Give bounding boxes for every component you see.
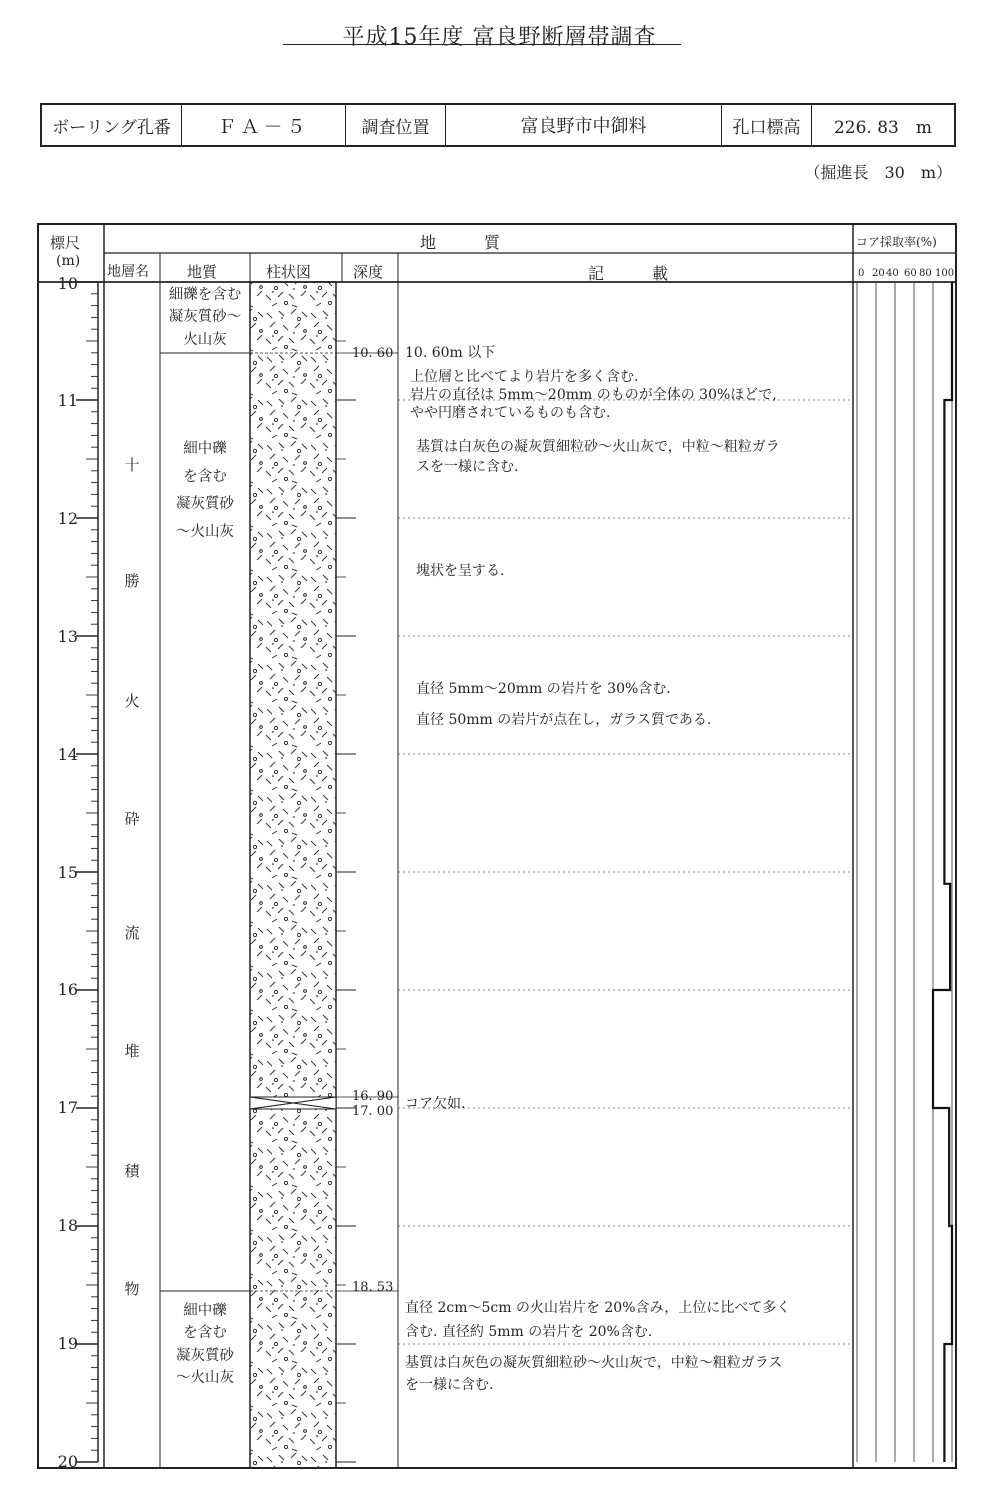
depth-label: 18. 53 — [352, 1280, 394, 1295]
core-rate-gridlines — [857, 282, 952, 1462]
layer-name-char: 十 — [124, 456, 140, 474]
depth-label: 17. 00 — [352, 1104, 394, 1119]
layer-name-char: 積 — [124, 1162, 140, 1180]
scale-label: 11 — [57, 391, 78, 410]
core-tick-label: 60 — [904, 268, 917, 279]
scale-label: 16 — [57, 980, 78, 999]
scale-label: 13 — [57, 627, 78, 646]
layer-name-char: 流 — [124, 924, 140, 942]
layer-name-char: 堆 — [124, 1042, 140, 1060]
note: 含む. 直径約 5mm の岩片を 20%含む. — [405, 1324, 653, 1340]
meter-gridlines — [398, 400, 853, 1344]
layer-name-char: 物 — [124, 1280, 140, 1298]
boring-no-label: ボーリング孔番 — [42, 105, 182, 145]
scale-label: 12 — [57, 509, 78, 528]
header-description: 記 載 — [588, 264, 669, 283]
lithology-unit-1: 細礫を含む 凝灰質砂～ 火山灰 — [168, 287, 242, 348]
geologic-column — [250, 282, 336, 1468]
scale-label: 17 — [57, 1098, 78, 1117]
core-tick-label: 20 — [872, 268, 885, 279]
lithology-unit-3: 細中礫 を含む 凝灰質砂 ～火山灰 — [176, 1303, 234, 1387]
note: やや円磨されているものも含む. — [410, 405, 611, 421]
scale-label: 20 — [57, 1452, 78, 1471]
header-column: 柱状図 — [266, 263, 312, 281]
note: 上位層と比べてより岩片を多く含む. — [410, 369, 639, 385]
core-tick-label: 80 — [919, 268, 932, 279]
core-recovery-line — [933, 282, 952, 1462]
scale-label: 14 — [57, 745, 78, 764]
note: 基質は白灰色の凝灰質細粒砂～火山灰で，中粒～粗粒ガラ — [416, 439, 780, 455]
header-scale-unit: (m) — [56, 253, 81, 269]
note: を一様に含む. — [405, 1377, 494, 1393]
scale-label: 19 — [57, 1334, 78, 1353]
note: 10. 60m 以下 — [405, 345, 496, 361]
core-tick-label: 0 — [858, 268, 865, 279]
scale-label: 15 — [57, 863, 78, 882]
header-layer-name: 地層名 — [107, 264, 149, 280]
header-core-rate: コア採取率(%) — [856, 235, 937, 249]
note: 岩片の直径は 5mm～20mm のものが全体の 30%ほどで, — [410, 387, 777, 403]
boring-no: ＦＡ－５ — [182, 105, 346, 145]
header-scale: 標尺 — [50, 234, 81, 252]
page-title: 平成15年度 富良野断層帯調査 — [342, 25, 657, 50]
note: スを一様に含む. — [416, 459, 519, 475]
depth-label: 10. 60 — [352, 346, 394, 361]
note: 基質は白灰色の凝灰質細粒砂～火山灰で，中粒～粗粒ガラス — [405, 1355, 783, 1371]
scale-label: 10 — [57, 274, 78, 293]
location-label: 調査位置 — [346, 105, 446, 145]
drill-length: （掘進長 30 m） — [804, 163, 952, 182]
core-tick-label: 100 — [935, 268, 955, 279]
scale-label: 18 — [57, 1216, 78, 1235]
location: 富良野市中御料 — [446, 105, 722, 145]
core-tick-label: 40 — [886, 268, 899, 279]
header-depth: 深度 — [353, 263, 384, 281]
depth-label: 16. 90 — [352, 1089, 394, 1104]
layer-name-char: 勝 — [124, 572, 140, 590]
layer-name-char: 砕 — [124, 810, 140, 828]
header-geology: 地 質 — [420, 233, 501, 252]
header-lithology: 地質 — [187, 263, 218, 281]
lithology-unit-2: 細中礫 を含む 凝灰質砂 ～火山灰 — [176, 441, 234, 540]
layer-name-char: 火 — [124, 692, 140, 710]
elevation-label: 孔口標高 — [722, 105, 812, 145]
elevation: 226. 83 m — [833, 117, 932, 138]
note: 直径 2cm～5cm の火山岩片を 20%含み，上位に比べて多く — [405, 1300, 791, 1316]
note: 直径 50mm の岩片が点在し，ガラス質である. — [416, 712, 712, 728]
note: コア欠如. — [405, 1096, 466, 1112]
note: 塊状を呈する. — [416, 563, 505, 579]
note: 直径 5mm～20mm の岩片を 30%含む. — [416, 681, 671, 697]
